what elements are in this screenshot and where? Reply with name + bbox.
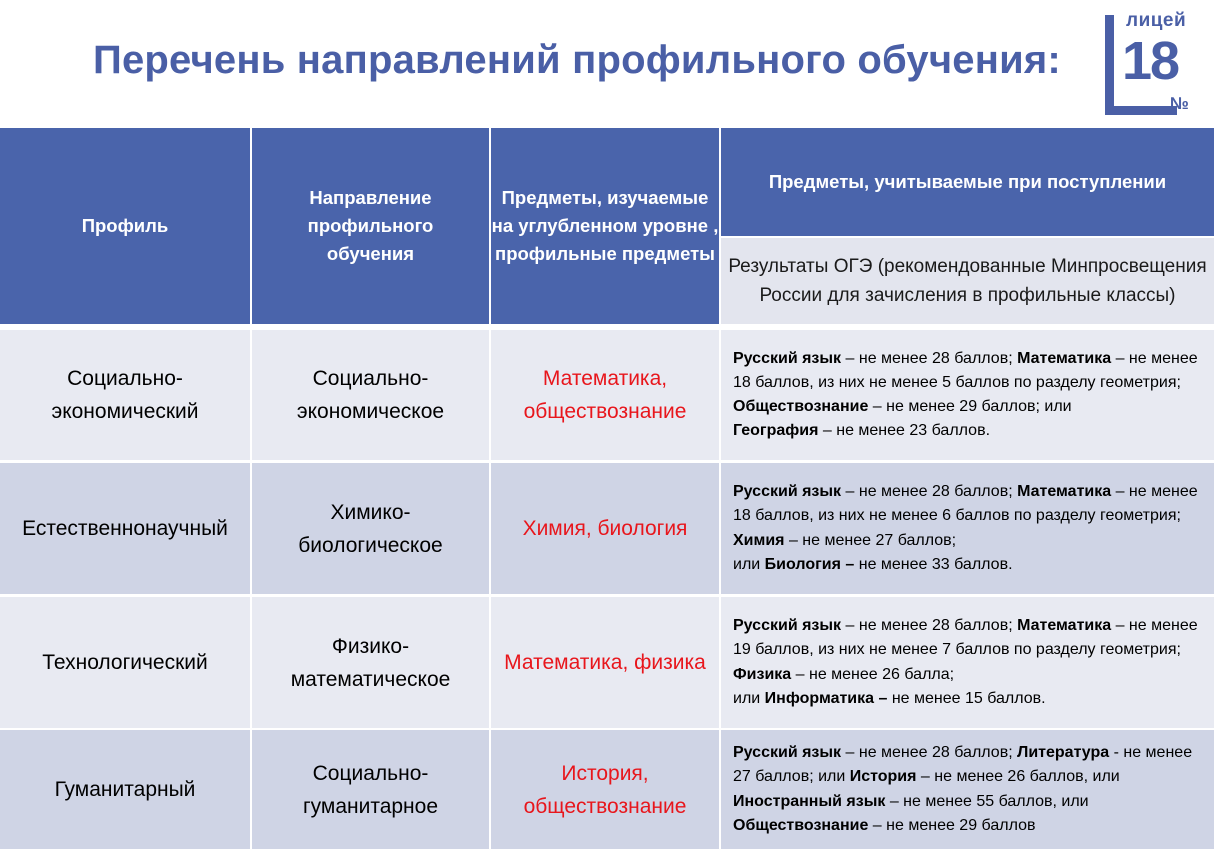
lyceum-logo <box>1100 10 1200 114</box>
requirement-text: – не менее 28 баллов; <box>841 349 1018 367</box>
subject-name: Русский язык <box>733 349 842 367</box>
subject-name: Литература <box>1017 744 1110 762</box>
requirement-text: не менее 33 баллов. <box>854 555 1013 573</box>
subject-name: Русский язык <box>733 617 842 635</box>
profile-text: Технологический <box>42 651 208 674</box>
subject-name: Математика <box>1017 617 1112 635</box>
cell-direction <box>252 597 489 728</box>
subject-name: Русский язык <box>733 744 842 762</box>
cell-direction <box>252 463 489 594</box>
subject-name: География <box>733 422 819 440</box>
cell-subjects <box>491 463 719 594</box>
requirement-text: – не менее 55 баллов, или <box>885 792 1089 810</box>
requirement-text: – не менее 26 балла; <box>791 665 955 683</box>
requirement-line <box>733 347 1206 395</box>
requirement-line <box>733 687 1206 711</box>
subject-name: Информатика – <box>764 689 888 707</box>
requirement-line <box>733 529 1206 553</box>
requirements-text <box>733 614 1206 711</box>
subject-name: Обществознание <box>733 816 869 834</box>
header-direction: Направление профильного обучения <box>252 128 489 324</box>
requirement-text: – не менее 28 баллов; <box>841 617 1018 635</box>
direction-text: Социально-гуманитарное <box>302 761 439 818</box>
logo-number: 18 <box>1122 31 1179 91</box>
header-admission: Предметы, учитываемые при поступлении <box>721 128 1214 236</box>
requirement-line <box>733 741 1206 838</box>
subject-name: Иностранный язык <box>733 792 886 810</box>
requirement-text: - не менее 27 баллов; или <box>733 744 1193 786</box>
requirement-line <box>733 480 1206 528</box>
cell-subjects <box>491 597 719 728</box>
cell-profile <box>0 463 250 594</box>
requirement-text: – не менее 29 баллов; или <box>868 398 1072 415</box>
direction-text: Социально-экономическое <box>296 367 445 423</box>
logo-bracket-vertical <box>1105 15 1114 115</box>
logo-word: лицей <box>1126 10 1187 31</box>
profile-text: Гуманитарный <box>54 778 196 801</box>
cell-requirements <box>721 330 1214 460</box>
direction-text: Физико-математическое <box>290 634 451 691</box>
subject-name: Обществознание <box>733 398 869 415</box>
cell-requirements <box>721 463 1214 594</box>
subject-name: Физика <box>733 665 792 683</box>
subject-name: Биология – <box>764 555 855 573</box>
subjects-text: Химия, биология <box>522 517 688 540</box>
requirement-line <box>733 419 1206 443</box>
cell-subjects <box>491 730 719 849</box>
cell-direction <box>252 330 489 460</box>
subjects-text: Математика, обществознание <box>523 367 687 423</box>
subject-name: История <box>849 768 917 786</box>
cell-profile <box>0 730 250 849</box>
requirement-line <box>733 663 1206 687</box>
requirement-text: – не менее 26 баллов, или <box>916 768 1120 786</box>
requirement-text: – не менее 28 баллов; <box>841 483 1018 501</box>
requirement-text: – не менее 27 баллов; <box>784 531 957 549</box>
profile-text: Естественнонаучный <box>22 517 228 540</box>
cell-direction <box>252 730 489 849</box>
cell-subjects <box>491 330 719 460</box>
subject-name: Русский язык <box>733 483 842 501</box>
header-profile: Профиль <box>0 128 250 324</box>
subject-name: Математика <box>1017 483 1112 501</box>
requirements-text <box>733 347 1206 444</box>
requirement-line <box>733 553 1206 577</box>
cell-profile <box>0 330 250 460</box>
requirement-text: или <box>733 689 765 707</box>
requirements-text <box>733 741 1206 838</box>
logo-number-sign: № <box>1170 94 1189 113</box>
requirement-text: – не менее 29 баллов <box>868 816 1036 834</box>
requirement-text: – не менее 19 баллов, из них не менее 7 баллов по разделу геометрия; <box>733 617 1198 659</box>
requirement-text: – не менее 18 баллов, из них не менее 5 баллов по разделу геометрия; <box>733 349 1198 391</box>
requirement-line <box>733 395 1206 419</box>
page-title: Перечень направлений профильного обучения: <box>93 38 1061 82</box>
cell-profile <box>0 597 250 728</box>
subjects-text: История, обществознание <box>523 761 687 818</box>
requirement-text: – не менее 28 баллов; <box>841 744 1018 762</box>
requirement-text: – не менее 23 баллов. <box>818 422 991 440</box>
header-oge-results: Результаты ОГЭ (рекомендованные Минпросвещения России для зачисления в профильные классы) <box>721 238 1214 324</box>
requirement-line <box>733 614 1206 662</box>
header-subjects: Предметы, изучаемые на углубленном уровне , профильные предметы <box>491 128 719 324</box>
direction-text: Химико-биологическое <box>298 500 443 557</box>
subjects-text: Математика, физика <box>504 651 706 674</box>
requirement-text: не менее 15 баллов. <box>887 689 1046 707</box>
requirements-text <box>733 480 1206 577</box>
cell-requirements <box>721 597 1214 728</box>
subject-name: Химия <box>733 531 785 549</box>
subject-name: Математика <box>1017 349 1112 367</box>
profiles-table <box>0 128 1214 849</box>
profile-text: Социально-экономический <box>51 367 199 423</box>
cell-requirements <box>721 730 1214 849</box>
logo-bracket-horizontal <box>1105 106 1177 115</box>
requirement-text: или <box>733 555 765 573</box>
requirement-text: – не менее 18 баллов, из них не менее 6 баллов по разделу геометрия; <box>733 483 1198 525</box>
